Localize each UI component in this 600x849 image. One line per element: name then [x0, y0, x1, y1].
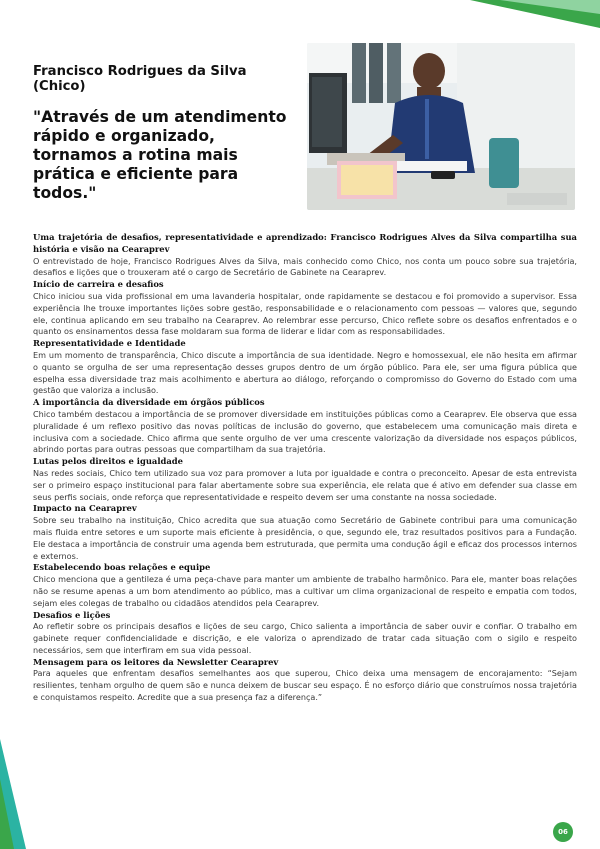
- section-heading-identity: Representatividade e Identidade: [33, 338, 186, 349]
- section-text-career: Chico iniciou sua vida profissional em uma lavanderia hospitalar, onde rapidamente se destacou e foi promovido a supervisor. Essa experiência lhe trouxe importantes lições sobre gestão, responsabilidade e o relacionamento com pessoas — valores que, segundo ele, continua aplicando em seu trabalho na Cearaprev. Ao relembrar esse percurso, Chico reflete sobre os desafios enfrentados e o quanto os ensinamentos dessa fase moldaram sua forma de liderar e lidar com as responsabilidades.: [33, 290, 577, 337]
- section-heading-lessons: Desafios e lições: [33, 609, 111, 620]
- section-heading-diversity: A importância da diversidade em órgãos públicos: [33, 397, 265, 408]
- section-heading-relations: Estabelecendo boas relações e equipe: [33, 562, 211, 573]
- pull-quote: "Através de um atendimento rápido e organizado, tornamos a rotina mais prática e eficiente para todos.": [33, 108, 287, 202]
- article-body: [33, 232, 577, 704]
- section-heading-rights: Lutas pelos direitos e igualdade: [33, 456, 183, 467]
- section-text-rights: Nas redes sociais, Chico tem utilizado sua voz para promover a luta por igualdade e contra o preconceito. Apesar de esta entrevista ser o primeiro espaço institucional para falar abertamente sobre sua experiência, ele relata que é ativo em defender sua classe em seus perfis sociais, onde reforça que representatividade e respeito devem ser uma constante na nossa sociedade.: [33, 467, 577, 502]
- page-number-badge: 06: [553, 822, 573, 842]
- interviewee-photo: [307, 43, 575, 210]
- top-accent-shape: [0, 0, 600, 40]
- section-heading-impact: Impacto na Cearaprev: [33, 503, 137, 514]
- article-title: Uma trajetória de desafios, representatividade e aprendizado: Francisco Rodrigues Alves da Silva compartilha sua história e visão na Cearaprev: [33, 232, 577, 254]
- bottom-accent-shape: [0, 739, 40, 849]
- section-heading-message: Mensagem para os leitores da Newsletter Cearaprev: [33, 656, 279, 667]
- section-heading-career: Início de carreira e desafios: [33, 279, 164, 290]
- interviewee-name: Francisco Rodrigues da Silva (Chico): [33, 64, 247, 94]
- section-text-impact: Sobre seu trabalho na instituição, Chico acredita que sua atuação como Secretário de Gabinete contribui para uma comunicação mais fluida entre setores e um suporte mais eficiente à presidência, o que, segundo ele, traz resultados positivos para a Fundação. Ele destaca a importância de construir uma agenda bem estruturada, que permita uma condução ágil e eficaz dos processos internos e externos.: [33, 515, 577, 561]
- section-text-lessons: Ao refletir sobre os principais desafios e lições de seu cargo, Chico salienta a importância de saber ouvir e confiar. O trabalho em gabinete requer confidencialidade e discrição, e ele valoriza o aprendizado de tratar cada situação com o sigilo e respeito necessários, sem que interfiram em sua vida pessoal.: [33, 621, 577, 655]
- section-text-diversity: Chico também destacou a importância de se promover diversidade em instituições públicas como a Cearaprev. Ele observa que essa pluralidade é um reflexo positivo das novas políticas de inclusão do governo, que estabelecem uma comunicação mais direta e inclusiva com a sociedade. Chico afirma que sente orgulho de ver uma crescente valorização da diversidade nos espaços públicos, abrindo portas para outras pessoas que compartilham da sua trajetória.: [33, 408, 577, 455]
- section-text-relations: Chico menciona que a gentileza é uma peça-chave para manter um ambiente de trabalho harmônico. Para ele, manter boas relações não se resume apenas a um bom atendimento ao público, mas a cultivar um clima organizacional de respeito e empatia com todos, sejam eles colegas de trabalho ou cidadãos atendidos pela Cearaprev.: [33, 574, 577, 608]
- article-intro: O entrevistado de hoje, Francisco Rodrigues Alves da Silva, mais conhecido como Chico, nos conta um pouco sobre sua trajetória, desafios e lições que o trouxeram até o cargo de Secretário de Gabinete na Cearaprev.: [33, 255, 577, 278]
- section-text-message: Para aqueles que enfrentam desafios semelhantes aos que superou, Chico deixa uma mensagem de encorajamento: “Sejam resilientes, tenham orgulho de quem são e nunca deixem de buscar seu espaço. É no esforço diário que construímos nossa trajetória e conquistamos respeito. Acredite que a sua presença faz a diferença.”: [33, 668, 577, 703]
- section-text-identity: Em um momento de transparência, Chico discute a importância de sua identidade. Negro e homossexual, ele não hesita em afirmar o quanto se orgulha de ser uma representação desses grupos dentro de um órgão público. Para ele, ser uma figura pública que espelha essa diversidade traz mais acolhimento e abertura ao diálogo, reforçando o compromisso do Governo do Estado com uma gestão que valoriza a inclusão.: [33, 349, 577, 396]
